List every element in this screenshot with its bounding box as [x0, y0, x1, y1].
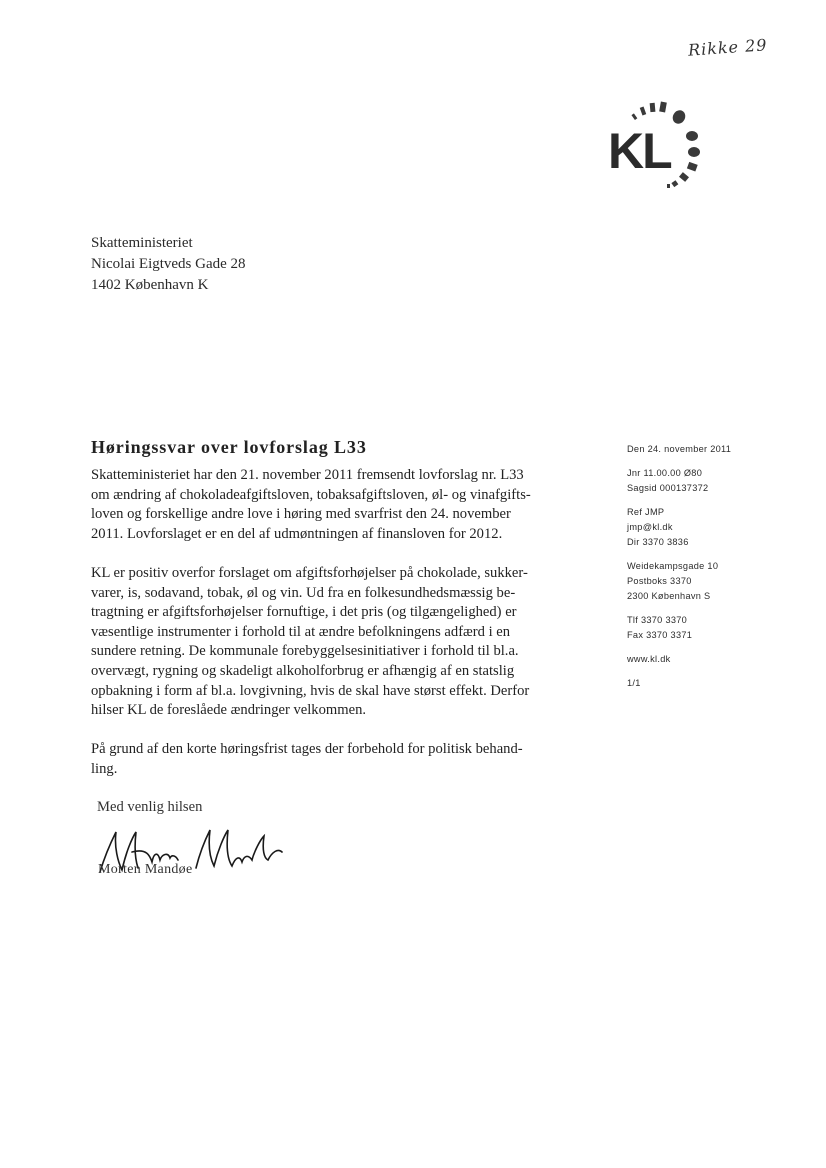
body-line: om ændring af chokoladeafgiftsloven, tobaksafgiftsloven, øl- og vinafgifts-: [91, 486, 531, 503]
website: www.kl.dk: [627, 654, 671, 664]
body-line: ling.: [91, 760, 118, 777]
body-line: opbakning i form af bl.a. lovgivning, hvis de skal have størst effekt. Derfor: [91, 682, 530, 699]
paragraph: [91, 740, 596, 779]
letter-body: [91, 466, 596, 799]
postbox: Postboks 3370: [627, 576, 692, 586]
recipient-address: [91, 233, 246, 296]
recipient-line: 1402 København K: [91, 277, 209, 293]
reference: Ref JMP: [627, 507, 665, 517]
sender-info-sidebar: [627, 442, 731, 700]
body-line: hilser KL de foreslåede ændringer velkommen.: [91, 702, 367, 719]
street: Weidekampsgade 10: [627, 561, 719, 571]
page-block: [627, 676, 731, 691]
body-line: På grund af den korte høringsfrist tages der forbehold for politisk behand-: [91, 741, 523, 758]
body-line: KL er positiv overfor forslaget om afgiftsforhøjelser på chokolade, sukker-: [91, 564, 528, 581]
recipient-line: Nicolai Eigtveds Gade 28: [91, 256, 246, 272]
case-id: Sagsid 000137372: [627, 483, 709, 493]
paragraph: [91, 564, 596, 721]
body-line: loven og forskellige andre love i høring med svarfrist den 24. november: [91, 506, 511, 523]
body-line: 2011. Lovforslaget er en del af udmøntningen af finansloven for 2012.: [91, 525, 503, 542]
postal-address-block: [627, 559, 731, 604]
fax: Fax 3370 3371: [627, 630, 693, 640]
recipient-line: Skatteministeriet: [91, 235, 193, 251]
closing-phrase: Med venlig hilsen: [97, 799, 203, 815]
phone-block: [627, 613, 731, 643]
kl-logo: [600, 92, 730, 202]
telephone: Tlf 3370 3370: [627, 615, 688, 625]
page-number: 1/1: [627, 678, 641, 688]
case-block: [627, 466, 731, 496]
body-line: varer, is, sodavand, tobak, øl og vin. Ud fra en folkesundhedsmæssig be-: [91, 584, 516, 601]
paragraph: [91, 466, 596, 544]
letter-date: Den 24. november 2011: [627, 444, 732, 454]
body-line: overvægt, rygning og skadeligt alkoholforbrug er afhængig af en statslig: [91, 662, 515, 679]
letter-title: Høringssvar over lovforslag L33: [91, 437, 367, 457]
web-block: [627, 652, 731, 667]
email: jmp@kl.dk: [627, 522, 673, 532]
logo-wordmark: KL: [608, 123, 671, 179]
journal-number: Jnr 11.00.00 Ø80: [627, 468, 703, 478]
body-line: tragtning er afgiftsforhøjelser fornuftige, i det pris (og tilgængelighed) er: [91, 604, 517, 621]
handwritten-note: Rikke 29: [687, 35, 769, 60]
body-line: sundere retning. De kommunale forebyggelsesinitiativer i forhold til bl.a.: [91, 643, 519, 660]
body-line: Skatteministeriet har den 21. november 2011 fremsendt lovforslag nr. L33: [91, 467, 524, 483]
contact-block: [627, 505, 731, 550]
date-block: [627, 442, 731, 457]
city: 2300 København S: [627, 591, 711, 601]
body-line: væsentlige instrumenter i forhold til at ændre befolkningens adfærd i en: [91, 623, 511, 640]
signer-name: Morten Mandøe: [98, 862, 193, 877]
direct-phone: Dir 3370 3836: [627, 537, 689, 547]
